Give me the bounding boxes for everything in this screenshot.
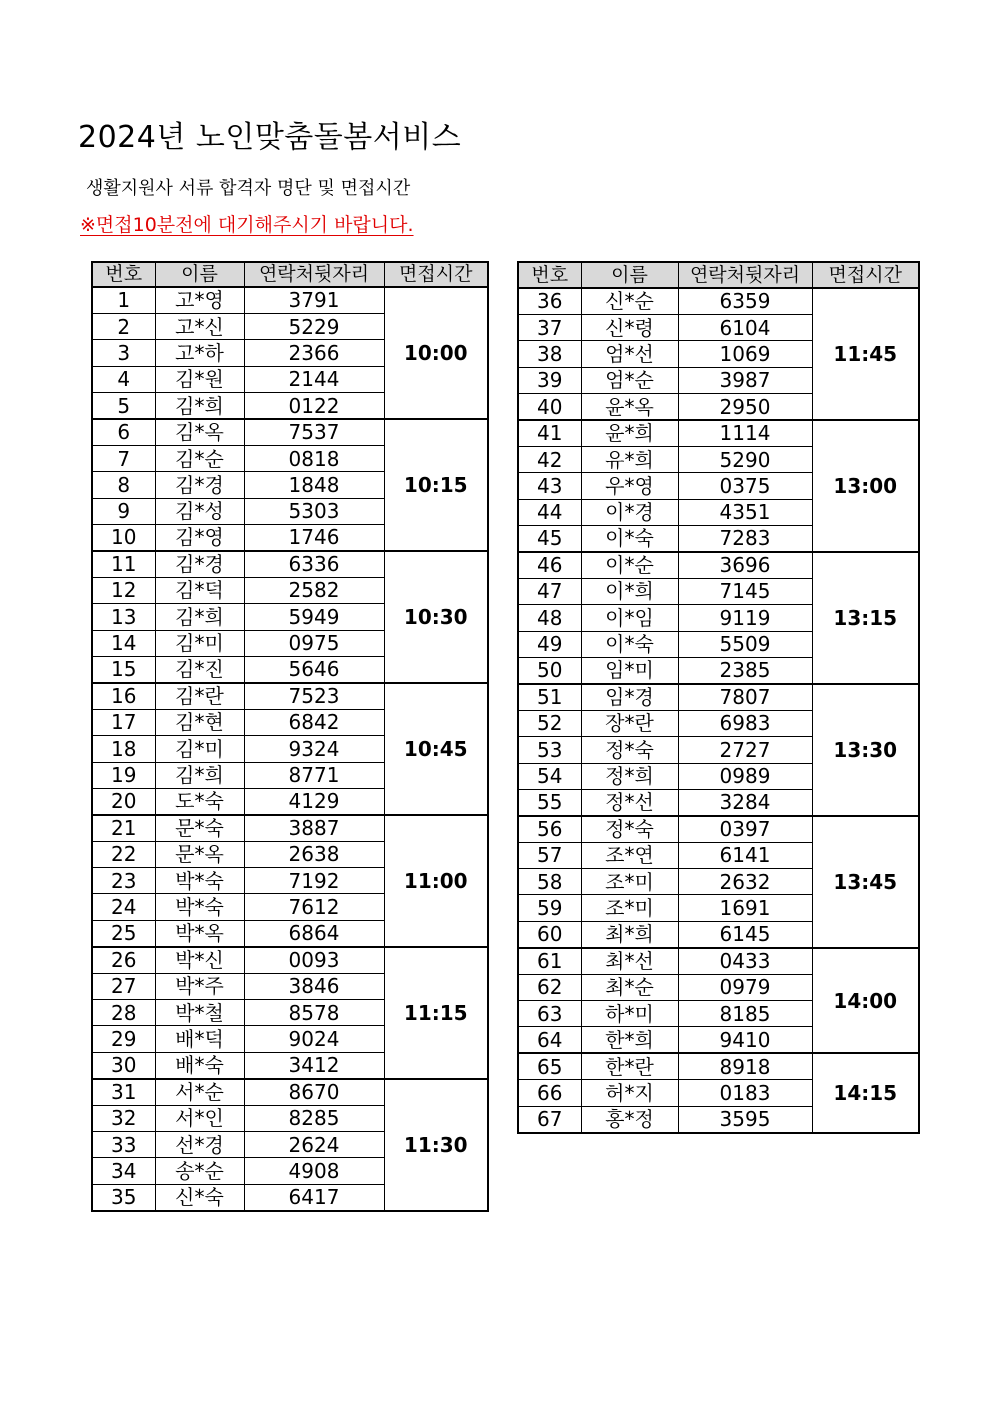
contact-cell: 0375 <box>678 473 812 499</box>
name-cell: 유*희 <box>581 446 678 472</box>
name-cell: 김*옥 <box>155 419 244 445</box>
number-cell: 31 <box>92 1079 155 1105</box>
number-cell: 40 <box>518 394 581 420</box>
contact-cell: 8185 <box>678 1001 812 1027</box>
number-cell: 1 <box>92 287 155 313</box>
contact-cell: 0979 <box>678 974 812 1000</box>
contact-cell: 6417 <box>244 1184 384 1210</box>
number-cell: 21 <box>92 815 155 841</box>
name-cell: 김*미 <box>155 736 244 762</box>
header-contact: 연락처뒷자리 <box>244 262 384 287</box>
name-cell: 선*경 <box>155 1132 244 1158</box>
contact-cell: 6145 <box>678 921 812 947</box>
name-cell: 서*순 <box>155 1079 244 1105</box>
contact-cell: 6359 <box>678 288 812 314</box>
name-cell: 최*순 <box>581 974 678 1000</box>
name-cell: 김*미 <box>155 630 244 656</box>
number-cell: 34 <box>92 1158 155 1184</box>
name-cell: 조*연 <box>581 842 678 868</box>
number-cell: 23 <box>92 868 155 894</box>
contact-cell: 1691 <box>678 895 812 921</box>
contact-cell: 3987 <box>678 367 812 393</box>
number-cell: 58 <box>518 869 581 895</box>
name-cell: 조*미 <box>581 869 678 895</box>
contact-cell: 1746 <box>244 525 384 551</box>
number-cell: 7 <box>92 445 155 471</box>
contact-cell: 2144 <box>244 366 384 392</box>
interview-time-cell: 13:15 <box>812 552 919 684</box>
name-cell: 박*주 <box>155 973 244 999</box>
page-title: 2024년 노인맞춤돌봄서비스 <box>78 120 462 155</box>
name-cell: 김*현 <box>155 709 244 735</box>
table-row <box>92 683 488 709</box>
contact-cell: 2638 <box>244 841 384 867</box>
number-cell: 37 <box>518 314 581 340</box>
number-cell: 57 <box>518 842 581 868</box>
number-cell: 46 <box>518 552 581 578</box>
name-cell: 고*하 <box>155 340 244 366</box>
number-cell: 27 <box>92 973 155 999</box>
number-cell: 2 <box>92 313 155 339</box>
contact-cell: 0183 <box>678 1080 812 1106</box>
header-number: 번호 <box>518 262 581 288</box>
contact-cell: 5303 <box>244 498 384 524</box>
contact-cell: 2385 <box>678 657 812 683</box>
number-cell: 60 <box>518 921 581 947</box>
name-cell: 서*인 <box>155 1105 244 1131</box>
contact-cell: 3412 <box>244 1052 384 1078</box>
number-cell: 49 <box>518 631 581 657</box>
contact-cell: 3887 <box>244 815 384 841</box>
name-cell: 박*철 <box>155 1000 244 1026</box>
number-cell: 59 <box>518 895 581 921</box>
page-subtitle: 생활지원사 서류 합격자 명단 및 면접시간 <box>86 178 411 199</box>
contact-cell: 2727 <box>678 737 812 763</box>
contact-cell: 9324 <box>244 736 384 762</box>
number-cell: 51 <box>518 684 581 710</box>
contact-cell: 0093 <box>244 947 384 973</box>
name-cell: 김*란 <box>155 683 244 709</box>
name-cell: 엄*순 <box>581 367 678 393</box>
number-cell: 54 <box>518 763 581 789</box>
contact-cell: 9410 <box>678 1027 812 1053</box>
number-cell: 17 <box>92 709 155 735</box>
contact-cell: 0397 <box>678 816 812 842</box>
interview-time-cell: 14:15 <box>812 1053 919 1132</box>
interview-time-cell: 13:30 <box>812 684 919 816</box>
contact-cell: 8285 <box>244 1105 384 1131</box>
header-name: 이름 <box>581 262 678 288</box>
contact-cell: 8578 <box>244 1000 384 1026</box>
contact-cell: 2950 <box>678 394 812 420</box>
number-cell: 10 <box>92 525 155 551</box>
number-cell: 48 <box>518 605 581 631</box>
interview-time-cell: 11:45 <box>812 288 919 420</box>
contact-cell: 9119 <box>678 605 812 631</box>
number-cell: 56 <box>518 816 581 842</box>
contact-cell: 8670 <box>244 1079 384 1105</box>
name-cell: 김*성 <box>155 498 244 524</box>
number-cell: 16 <box>92 683 155 709</box>
table-row <box>518 552 919 578</box>
table-row <box>92 815 488 841</box>
contact-cell: 7612 <box>244 894 384 920</box>
name-cell: 윤*옥 <box>581 394 678 420</box>
table-row <box>92 1079 488 1105</box>
number-cell: 11 <box>92 551 155 577</box>
interview-time-cell: 10:45 <box>384 683 488 815</box>
contact-cell: 7283 <box>678 526 812 552</box>
number-cell: 39 <box>518 367 581 393</box>
left-roster-table <box>91 261 489 1212</box>
name-cell: 김*진 <box>155 656 244 682</box>
name-cell: 홍*정 <box>581 1106 678 1132</box>
name-cell: 김*덕 <box>155 577 244 603</box>
name-cell: 이*숙 <box>581 526 678 552</box>
contact-cell: 1848 <box>244 472 384 498</box>
interview-time-cell: 11:00 <box>384 815 488 947</box>
number-cell: 50 <box>518 657 581 683</box>
name-cell: 조*미 <box>581 895 678 921</box>
table-row <box>518 1053 919 1079</box>
number-cell: 28 <box>92 1000 155 1026</box>
contact-cell: 7807 <box>678 684 812 710</box>
number-cell: 19 <box>92 762 155 788</box>
contact-cell: 9024 <box>244 1026 384 1052</box>
number-cell: 55 <box>518 789 581 815</box>
contact-cell: 2366 <box>244 340 384 366</box>
number-cell: 44 <box>518 499 581 525</box>
interview-time-cell: 10:30 <box>384 551 488 683</box>
number-cell: 8 <box>92 472 155 498</box>
contact-cell: 7523 <box>244 683 384 709</box>
contact-cell: 6983 <box>678 710 812 736</box>
contact-cell: 4129 <box>244 788 384 814</box>
table-row <box>518 684 919 710</box>
number-cell: 42 <box>518 446 581 472</box>
contact-cell: 0989 <box>678 763 812 789</box>
number-cell: 53 <box>518 737 581 763</box>
name-cell: 이*임 <box>581 605 678 631</box>
name-cell: 고*영 <box>155 287 244 313</box>
name-cell: 배*덕 <box>155 1026 244 1052</box>
contact-cell: 7537 <box>244 419 384 445</box>
number-cell: 18 <box>92 736 155 762</box>
header-interview-time: 면접시간 <box>812 262 919 288</box>
name-cell: 김*희 <box>155 762 244 788</box>
number-cell: 41 <box>518 420 581 446</box>
contact-cell: 5646 <box>244 656 384 682</box>
table-row <box>518 288 919 314</box>
number-cell: 26 <box>92 947 155 973</box>
name-cell: 김*경 <box>155 472 244 498</box>
name-cell: 한*희 <box>581 1027 678 1053</box>
name-cell: 임*미 <box>581 657 678 683</box>
name-cell: 이*경 <box>581 499 678 525</box>
name-cell: 임*경 <box>581 684 678 710</box>
number-cell: 62 <box>518 974 581 1000</box>
name-cell: 우*영 <box>581 473 678 499</box>
contact-cell: 8918 <box>678 1053 812 1079</box>
number-cell: 14 <box>92 630 155 656</box>
name-cell: 허*지 <box>581 1080 678 1106</box>
name-cell: 최*선 <box>581 948 678 974</box>
name-cell: 박*숙 <box>155 894 244 920</box>
contact-cell: 7192 <box>244 868 384 894</box>
interview-time-cell: 11:30 <box>384 1079 488 1211</box>
number-cell: 13 <box>92 604 155 630</box>
interview-time-cell: 13:45 <box>812 816 919 948</box>
contact-cell: 8771 <box>244 762 384 788</box>
name-cell: 김*경 <box>155 551 244 577</box>
name-cell: 김*희 <box>155 393 244 419</box>
number-cell: 45 <box>518 526 581 552</box>
contact-cell: 2632 <box>678 869 812 895</box>
name-cell: 김*순 <box>155 445 244 471</box>
contact-cell: 1069 <box>678 341 812 367</box>
table-row <box>92 287 488 313</box>
table-row <box>92 551 488 577</box>
table-row <box>518 816 919 842</box>
table-row <box>518 420 919 446</box>
contact-cell: 0818 <box>244 445 384 471</box>
contact-cell: 6141 <box>678 842 812 868</box>
contact-cell: 3696 <box>678 552 812 578</box>
right-roster-table <box>517 261 920 1134</box>
name-cell: 한*란 <box>581 1053 678 1079</box>
contact-cell: 2624 <box>244 1132 384 1158</box>
name-cell: 김*희 <box>155 604 244 630</box>
contact-cell: 6336 <box>244 551 384 577</box>
number-cell: 9 <box>92 498 155 524</box>
name-cell: 윤*희 <box>581 420 678 446</box>
name-cell: 정*숙 <box>581 737 678 763</box>
name-cell: 신*순 <box>581 288 678 314</box>
name-cell: 문*숙 <box>155 815 244 841</box>
table-row <box>518 948 919 974</box>
number-cell: 67 <box>518 1106 581 1132</box>
interview-time-cell: 13:00 <box>812 420 919 552</box>
number-cell: 6 <box>92 419 155 445</box>
table-row <box>92 947 488 973</box>
number-cell: 29 <box>92 1026 155 1052</box>
number-cell: 15 <box>92 656 155 682</box>
number-cell: 36 <box>518 288 581 314</box>
waiting-notice: ※면접10분전에 대기해주시기 바랍니다. <box>80 214 414 236</box>
contact-cell: 1114 <box>678 420 812 446</box>
name-cell: 엄*선 <box>581 341 678 367</box>
name-cell: 도*숙 <box>155 788 244 814</box>
number-cell: 25 <box>92 920 155 946</box>
number-cell: 12 <box>92 577 155 603</box>
name-cell: 이*희 <box>581 578 678 604</box>
number-cell: 66 <box>518 1080 581 1106</box>
number-cell: 3 <box>92 340 155 366</box>
header-name: 이름 <box>155 262 244 287</box>
contact-cell: 6104 <box>678 314 812 340</box>
number-cell: 52 <box>518 710 581 736</box>
name-cell: 박*숙 <box>155 868 244 894</box>
contact-cell: 3595 <box>678 1106 812 1132</box>
name-cell: 정*숙 <box>581 816 678 842</box>
contact-cell: 3791 <box>244 287 384 313</box>
name-cell: 정*선 <box>581 789 678 815</box>
name-cell: 최*희 <box>581 921 678 947</box>
name-cell: 신*숙 <box>155 1184 244 1210</box>
contact-cell: 5509 <box>678 631 812 657</box>
number-cell: 64 <box>518 1027 581 1053</box>
number-cell: 47 <box>518 578 581 604</box>
contact-cell: 5949 <box>244 604 384 630</box>
contact-cell: 5290 <box>678 446 812 472</box>
name-cell: 정*희 <box>581 763 678 789</box>
name-cell: 박*옥 <box>155 920 244 946</box>
contact-cell: 2582 <box>244 577 384 603</box>
interview-time-cell: 11:15 <box>384 947 488 1079</box>
number-cell: 20 <box>92 788 155 814</box>
number-cell: 4 <box>92 366 155 392</box>
name-cell: 하*미 <box>581 1001 678 1027</box>
contact-cell: 4908 <box>244 1158 384 1184</box>
name-cell: 배*숙 <box>155 1052 244 1078</box>
number-cell: 5 <box>92 393 155 419</box>
number-cell: 63 <box>518 1001 581 1027</box>
contact-cell: 4351 <box>678 499 812 525</box>
interview-time-cell: 10:15 <box>384 419 488 551</box>
number-cell: 35 <box>92 1184 155 1210</box>
contact-cell: 0122 <box>244 393 384 419</box>
number-cell: 65 <box>518 1053 581 1079</box>
name-cell: 송*순 <box>155 1158 244 1184</box>
interview-time-cell: 10:00 <box>384 287 488 419</box>
number-cell: 32 <box>92 1105 155 1131</box>
number-cell: 33 <box>92 1132 155 1158</box>
name-cell: 박*신 <box>155 947 244 973</box>
contact-cell: 7145 <box>678 578 812 604</box>
name-cell: 김*영 <box>155 525 244 551</box>
number-cell: 30 <box>92 1052 155 1078</box>
name-cell: 이*순 <box>581 552 678 578</box>
contact-cell: 6864 <box>244 920 384 946</box>
name-cell: 신*령 <box>581 314 678 340</box>
name-cell: 이*숙 <box>581 631 678 657</box>
contact-cell: 5229 <box>244 313 384 339</box>
number-cell: 24 <box>92 894 155 920</box>
header-contact: 연락처뒷자리 <box>678 262 812 288</box>
number-cell: 61 <box>518 948 581 974</box>
contact-cell: 0433 <box>678 948 812 974</box>
contact-cell: 3846 <box>244 973 384 999</box>
contact-cell: 0975 <box>244 630 384 656</box>
name-cell: 장*란 <box>581 710 678 736</box>
table-row <box>92 419 488 445</box>
header-interview-time: 면접시간 <box>384 262 488 287</box>
number-cell: 22 <box>92 841 155 867</box>
contact-cell: 3284 <box>678 789 812 815</box>
contact-cell: 6842 <box>244 709 384 735</box>
interview-time-cell: 14:00 <box>812 948 919 1054</box>
name-cell: 문*옥 <box>155 841 244 867</box>
number-cell: 43 <box>518 473 581 499</box>
number-cell: 38 <box>518 341 581 367</box>
name-cell: 김*원 <box>155 366 244 392</box>
name-cell: 고*신 <box>155 313 244 339</box>
header-number: 번호 <box>92 262 155 287</box>
